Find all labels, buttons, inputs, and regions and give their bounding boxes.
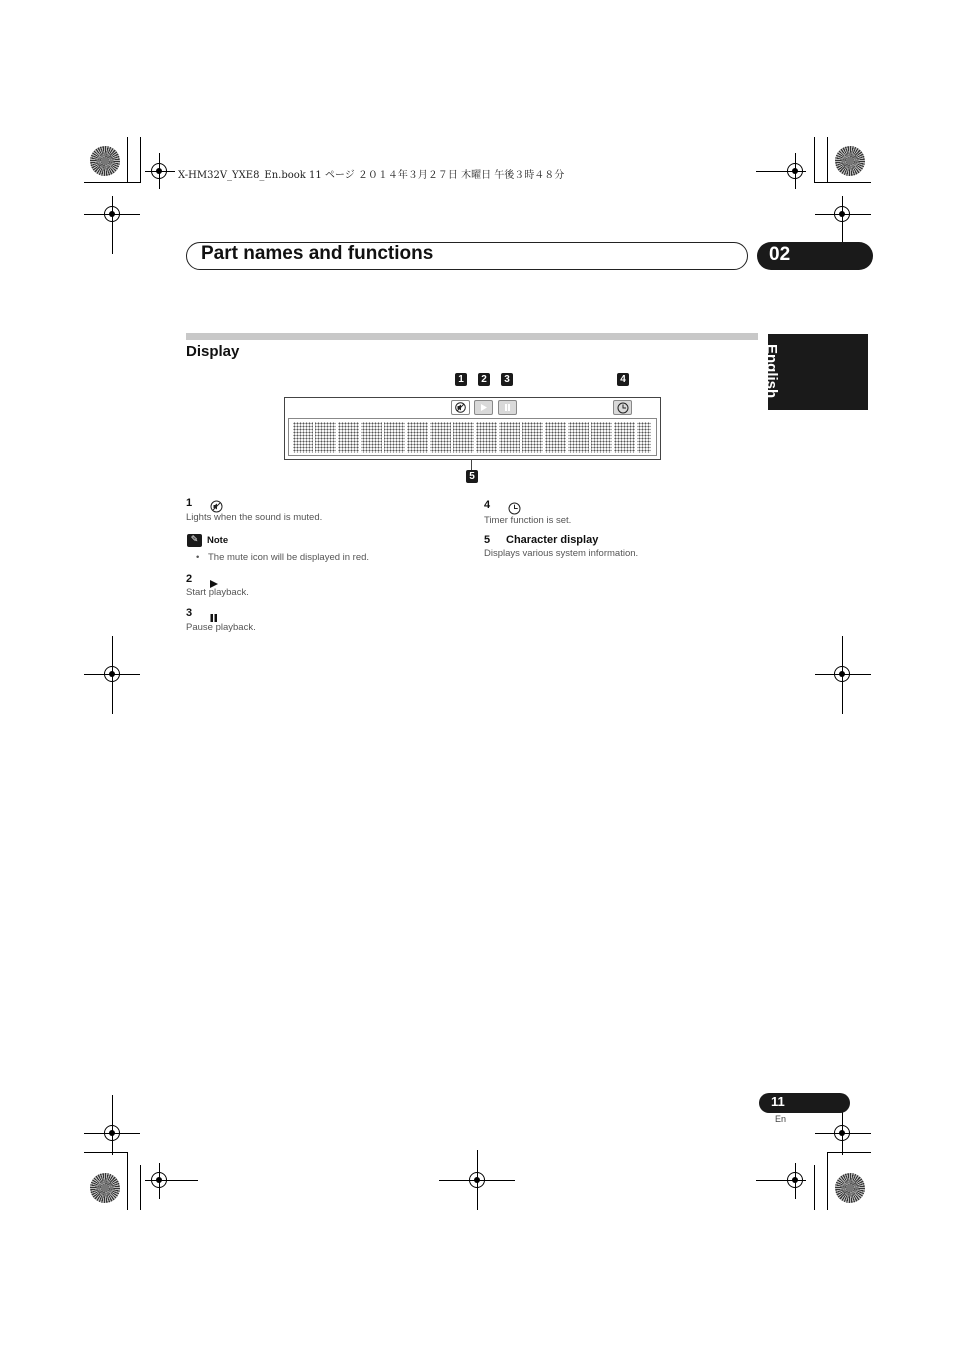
callout-5: 5 <box>466 470 478 483</box>
mute-icon <box>451 400 470 415</box>
section-title: Display <box>186 343 240 360</box>
note-bullet: • <box>196 552 200 563</box>
crop-line <box>815 674 871 675</box>
item-5-title: Character display <box>506 534 599 546</box>
chapter-number: 02 <box>769 244 791 265</box>
item-5-number: 5 <box>484 534 491 546</box>
pause-icon <box>498 400 517 415</box>
crop-line <box>127 137 128 183</box>
crop-line <box>84 1152 128 1153</box>
crop-line <box>112 636 113 714</box>
note-icon: ✎ <box>187 534 202 547</box>
display-panel <box>284 397 661 460</box>
crop-line <box>815 1133 871 1134</box>
page-number: 11 <box>771 1094 785 1109</box>
crop-line <box>795 1163 796 1199</box>
registration-target-icon <box>835 146 865 176</box>
crop-line <box>842 636 843 714</box>
crop-line <box>756 171 806 172</box>
crop-line <box>795 153 796 189</box>
dot-matrix <box>293 422 651 453</box>
callout-2: 2 <box>478 373 490 386</box>
crop-line <box>145 1180 198 1181</box>
crop-line <box>112 196 113 254</box>
item-3-number: 3 <box>186 607 193 619</box>
crop-line <box>145 171 175 172</box>
crop-line <box>159 153 160 189</box>
crop-line <box>814 1165 815 1210</box>
callout-4: 4 <box>617 373 629 386</box>
crop-line <box>112 1095 113 1155</box>
book-file-header: X-HM32V_YXE8_En.book 11 ページ ２０１４年３月２７日 木曜日 午後３時４８分 <box>178 170 565 181</box>
page-language: En <box>775 1114 787 1124</box>
crop-line <box>84 182 140 183</box>
item-1-description: Lights when the sound is muted. <box>186 512 323 523</box>
crop-line <box>814 137 815 183</box>
crop-line <box>140 1165 141 1210</box>
section-rule <box>186 333 758 340</box>
crop-line <box>159 1163 160 1199</box>
registration-target-icon <box>835 1173 865 1203</box>
item-1-number: 1 <box>186 497 193 509</box>
crop-line <box>827 137 828 183</box>
crop-line <box>127 1152 128 1210</box>
item-4-description: Timer function is set. <box>484 515 572 526</box>
crop-line <box>756 1180 806 1181</box>
character-display <box>288 418 657 456</box>
item-2-number: 2 <box>186 573 193 585</box>
item-2-description: Start playback. <box>186 587 249 598</box>
chapter-title: Part names and functions <box>201 243 434 264</box>
crop-line <box>140 137 141 183</box>
crop-line <box>477 1150 478 1210</box>
item-5-description: Displays various system information. <box>484 548 639 559</box>
crop-line <box>827 1152 871 1153</box>
callout-3: 3 <box>501 373 513 386</box>
crop-line <box>827 1152 828 1210</box>
callout-1: 1 <box>455 373 467 386</box>
crop-line <box>815 182 871 183</box>
registration-target-icon <box>90 1173 120 1203</box>
item-3-description: Pause playback. <box>186 622 256 633</box>
note-text: The mute icon will be displayed in red. <box>208 552 370 563</box>
play-icon <box>474 400 493 415</box>
registration-target-icon <box>90 146 120 176</box>
language-tab-label: English <box>763 344 780 399</box>
language-tab <box>763 334 868 410</box>
crop-line <box>815 214 871 215</box>
note-label: Note <box>207 535 229 546</box>
timer-icon <box>613 400 632 415</box>
item-4-number: 4 <box>484 499 491 511</box>
